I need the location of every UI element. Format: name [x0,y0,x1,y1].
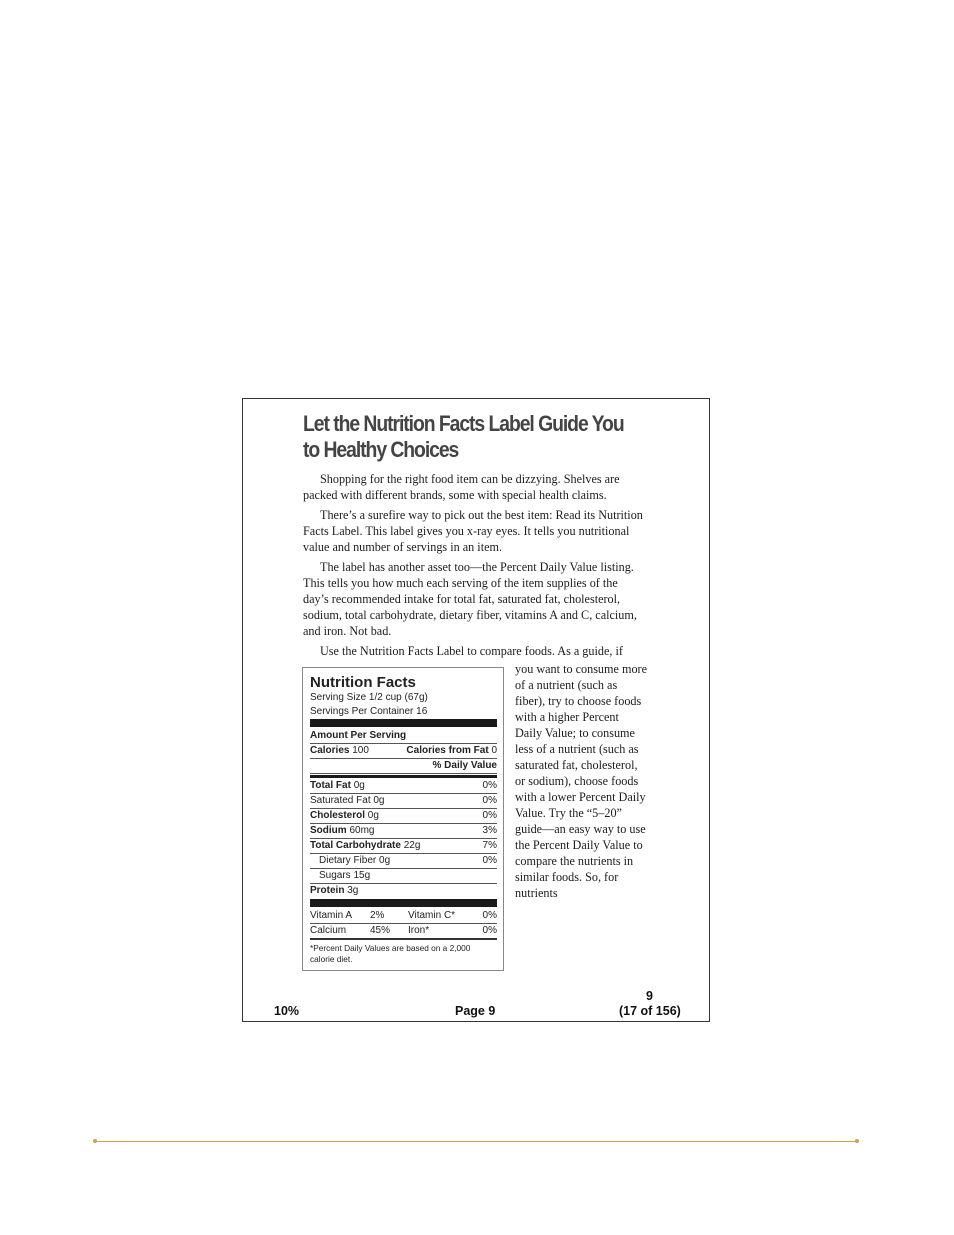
calories-label: Calories [310,745,350,756]
vitamin-value: 0% [482,925,497,936]
vitamin-label: Vitamin A [310,910,353,921]
serving-size: Serving Size 1/2 cup (67g) [310,692,428,703]
thick-rule [310,899,497,907]
nutrient-dv: 3% [482,825,497,836]
page-label: Page 9 [455,1004,496,1018]
nutrition-facts-label [302,667,504,971]
wrap-text: you want to consume more of a nutrient (such as fiber), try to choose foods with a higher Percent Daily Value; to consume less of a nutrient (such as saturated fat, cholesterol, or sodium), choose foods with a lower Percent Daily Value. Try the “5–20” guide—an easy way to use the Percent Daily Value to compare the nutrients in similar foods. So, for nutrients [515,662,648,900]
vitamin-label: Vitamin C* [408,910,456,921]
thick-rule [310,719,497,727]
nutrient-row [310,869,497,884]
zoom-level: 10% [274,1004,300,1018]
nutrient-row [310,809,497,824]
nutrient-row [310,854,497,869]
nutrient-amount: 0g [367,810,379,821]
footer-rule-dot [855,1139,859,1143]
amount-per-serving: Amount Per Serving [310,730,407,741]
vitamin-value: 2% [370,910,385,921]
nutrient-dv: 0% [482,855,497,866]
nutrient-row [310,839,497,854]
nutrient-label: Total Fat [310,780,351,791]
nutrient-label: Saturated Fat 0g [310,795,385,806]
nutrient-label: Total Carbohydrate [310,840,401,851]
paragraph-1: Shopping for the right food item can be dizzying. Shelves are packed with different brands, some with special health claims. [303,472,620,502]
vitamin-row [310,909,497,924]
nutrient-row [310,884,497,898]
nutrient-dv: 0% [482,780,497,791]
nutrient-label: Cholesterol [310,810,366,821]
nutrition-title: Nutrition Facts [310,674,416,691]
nutrient-dv: 7% [482,840,497,851]
nutrient-label: Dietary Fiber 0g [319,855,391,866]
nutrient-amount: 3g [347,885,359,896]
page-heading: Let the Nutrition Facts Label Guide You to Healthy Choices [303,411,624,462]
nutrient-amount: 22g [403,840,421,851]
nutrient-row [310,824,497,839]
vitamin-label: Iron* [408,925,430,936]
nutrient-amount: 60mg [349,825,375,836]
paragraph-4: Use the Nutrition Facts Label to compare foods. As a guide, if [320,644,623,658]
nutrient-label: Sugars 15g [319,870,371,881]
calories-fat-value: 0 [491,745,497,756]
paragraph-2: There’s a surefire way to pick out the best item: Read its Nutrition Facts Label. This label gives you x-ray eyes. It tells you nutritional value and number of servings in an item. [303,508,643,554]
page-frame [242,398,710,1022]
servings-per-container: Servings Per Container 16 [310,705,428,717]
nutrient-label: Protein [310,885,345,896]
vitamin-value: 0% [482,910,497,921]
nutrient-label: Sodium [310,825,347,836]
nutrient-amount: 0g [353,780,365,791]
nutrient-dv: 0% [482,795,497,806]
vitamin-value: 45% [370,925,391,936]
amount-per-serving-row [310,729,497,744]
footer-rule-dot [93,1139,97,1143]
nutrient-dv: 0% [482,810,497,821]
page-number: 9 [646,989,653,1003]
nutrient-row [310,779,497,794]
nutrient-row [310,794,497,809]
footer-rule [95,1141,857,1142]
vitamin-label: Calcium [310,925,347,936]
calories-fat-label: Calories from Fat [406,745,489,756]
body-text [303,471,643,663]
calories-row [310,744,497,759]
footnote: *Percent Daily Values are based on a 2,000 calorie diet. [310,943,471,964]
paragraph-3: The label has another asset too—the Percent Daily Value listing. This tells you how much each serving of the item supplies of the day’s recommended intake for total fat, saturated fat, cholesterol, sodium, total carbohydrate, dietary fiber, vitamins A and C, calcium, and iron. Not bad. [303,560,637,638]
page-count: (17 of 156) [619,1004,681,1018]
daily-value-header: % Daily Value [432,760,497,771]
calories-value: 100 [352,745,369,756]
medium-rule [310,775,497,778]
daily-value-header-row [310,759,497,774]
vitamin-row [310,924,497,940]
